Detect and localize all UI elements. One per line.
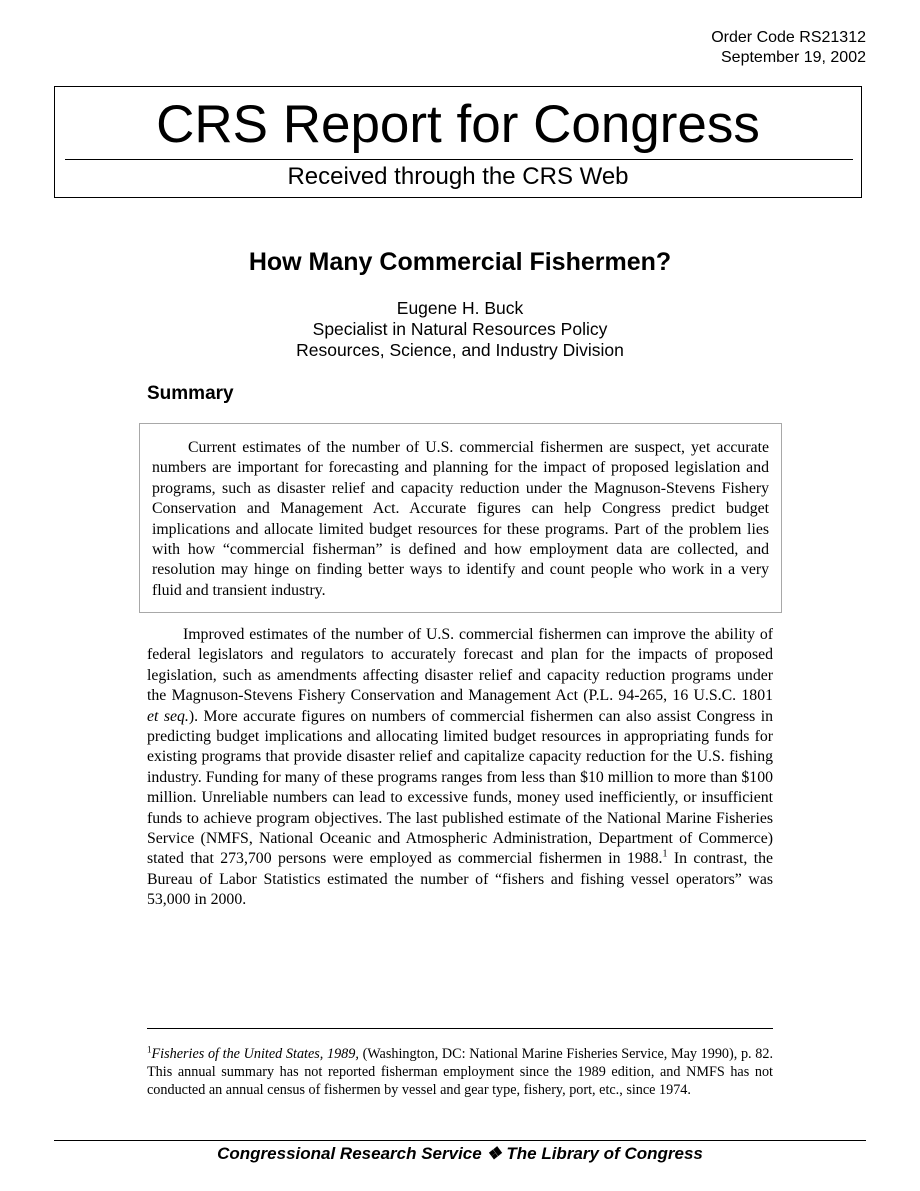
banner-title: CRS Report for Congress xyxy=(156,95,760,154)
summary-text: Current estimates of the number of U.S. commercial fishermen are suspect, yet accurate numbers are important for forecasting and planning for the impact of proposed legislation and programs, such as disaster relief and capacity reduction under the Magnuson-Stevens Fishery Conservation and Management Act. Accurate figures can help Congress predict budget implications and allocate limited budget resources for these programs. Part of the problem lies with how “commercial fisherman” is defined and how employment data are collected, and resolution may hinge on finding better ways to identify and count people who work in a very fluid and transient industry. xyxy=(152,439,769,599)
body-text-latin: et seq. xyxy=(147,707,189,725)
summary-heading: Summary xyxy=(147,383,234,404)
report-title: How Many Commercial Fishermen? xyxy=(248,248,672,276)
author-division: Resources, Science, and Industry Division xyxy=(296,340,624,360)
page-footer: Congressional Research Service ❖ The Library of Congress xyxy=(217,1144,703,1163)
body-text-part1: Improved estimates of the number of U.S. commercial fishermen can improve the ability of federal legislators and regulators to accurately forecast and plan for the impacts of proposed legislation, such as amendments affecting disaster relief and capacity reduction programs under the Magnuson-Stevens Fishery Conservation and Management Act (P.L. 94-265, 16 U.S.C. 1801 xyxy=(147,626,773,705)
report-date: September 19, 2002 xyxy=(721,49,866,66)
footnote-marker: 1 xyxy=(147,1044,152,1055)
body-text-part3: In contrast, the Bureau of Labor Statistics estimated the number of “fishers and fishing vessel operators” was 53,000 in 2000. xyxy=(147,850,773,909)
order-code: Order Code RS21312 xyxy=(711,29,866,46)
body-text-part2: ). More accurate figures on numbers of commercial fishermen can also assist Congress in predicting budget implications and allocating limited budget resources in appropriating funds for existing programs that provide disaster relief and capitalize capacity reduction for the U.S. fishing industry. Funding for many of these programs ranges from less than $10 million to more than $100 million. Unreliable numbers can lead to excessive funds, money used inefficiently, or insufficient funds to achieve program objectives. The last published estimate of the National Marine Fisheries Service (NMFS, National Oceanic and Atmospheric Administration, Department of Commerce) stated that 273,700 persons were employed as commercial fishermen in 1988. xyxy=(147,707,773,868)
footnote-source: Fisheries of the United States, 1989, xyxy=(151,1046,359,1062)
author-name: Eugene H. Buck xyxy=(396,298,524,318)
body-paragraph xyxy=(147,625,773,911)
footnote-divider xyxy=(147,1028,773,1029)
banner-subtitle: Received through the CRS Web xyxy=(287,163,629,190)
footnote-reference[interactable]: 1 xyxy=(662,849,668,861)
author-block xyxy=(0,298,920,361)
crs-banner xyxy=(54,86,862,198)
summary-box xyxy=(139,423,782,613)
footnote xyxy=(147,1046,773,1099)
order-code-block xyxy=(711,28,866,68)
footer-divider xyxy=(54,1140,866,1141)
author-position: Specialist in Natural Resources Policy xyxy=(312,319,608,339)
banner-divider xyxy=(65,159,853,160)
footnote-text: (Washington, DC: National Marine Fisheries Service, May 1990), p. 82. This annual summary has not reported fisherman employment since the 1989 edition, and NMFS has not conducted an annual census of fishermen by vessel and gear type, fishery, port, etc., since 1974. xyxy=(147,1046,773,1098)
